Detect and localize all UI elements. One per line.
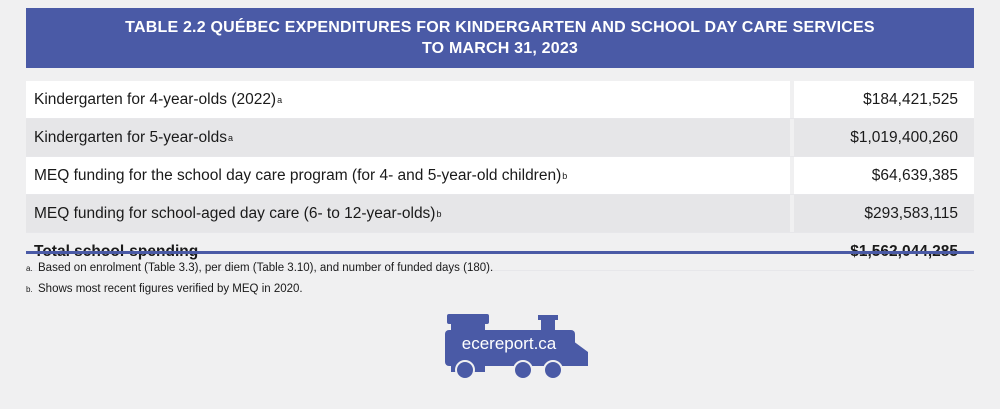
footnote-mark: b.: [26, 285, 33, 294]
row-label: MEQ funding for school-aged day care (6- to 12-year-olds) b: [26, 195, 790, 232]
footnote-text: Based on enrolment (Table 3.3), per diem (Table 3.10), and number of funded days (180).: [38, 262, 494, 274]
table-row: [26, 119, 974, 157]
row-label: Kindergarten for 4-year-olds (2022) a: [26, 81, 790, 118]
expenditures-table: [26, 81, 974, 271]
table-title-banner: [26, 8, 974, 68]
row-label: MEQ funding for the school day care program (for 4- and 5-year-old children) b: [26, 157, 790, 194]
table-title-line2: TO MARCH 31, 2023: [421, 40, 579, 57]
row-label: Kindergarten for 5-year-olds a: [26, 119, 790, 156]
table-title-line1: TABLE 2.2 QUÉBEC EXPENDITURES FOR KINDERGARTEN AND SCHOOL DAY CARE SERVICES: [125, 19, 875, 36]
table-row: [26, 195, 974, 233]
row-value: $293,583,115: [794, 195, 974, 232]
table-row: [26, 157, 974, 195]
table-row: [26, 81, 974, 119]
logo-text[interactable]: ecereport.ca: [461, 334, 557, 353]
footnote: [26, 258, 974, 279]
total-divider: [26, 251, 974, 254]
row-value: $1,019,400,260: [794, 119, 974, 156]
footnote: [26, 279, 974, 300]
footnotes: [26, 258, 974, 300]
footnote-mark: a.: [26, 264, 33, 273]
row-value: $184,421,525: [794, 81, 974, 118]
footnote-text: Shows most recent figures verified by MEQ in 2020.: [38, 283, 303, 295]
row-value: $64,639,385: [794, 157, 974, 194]
